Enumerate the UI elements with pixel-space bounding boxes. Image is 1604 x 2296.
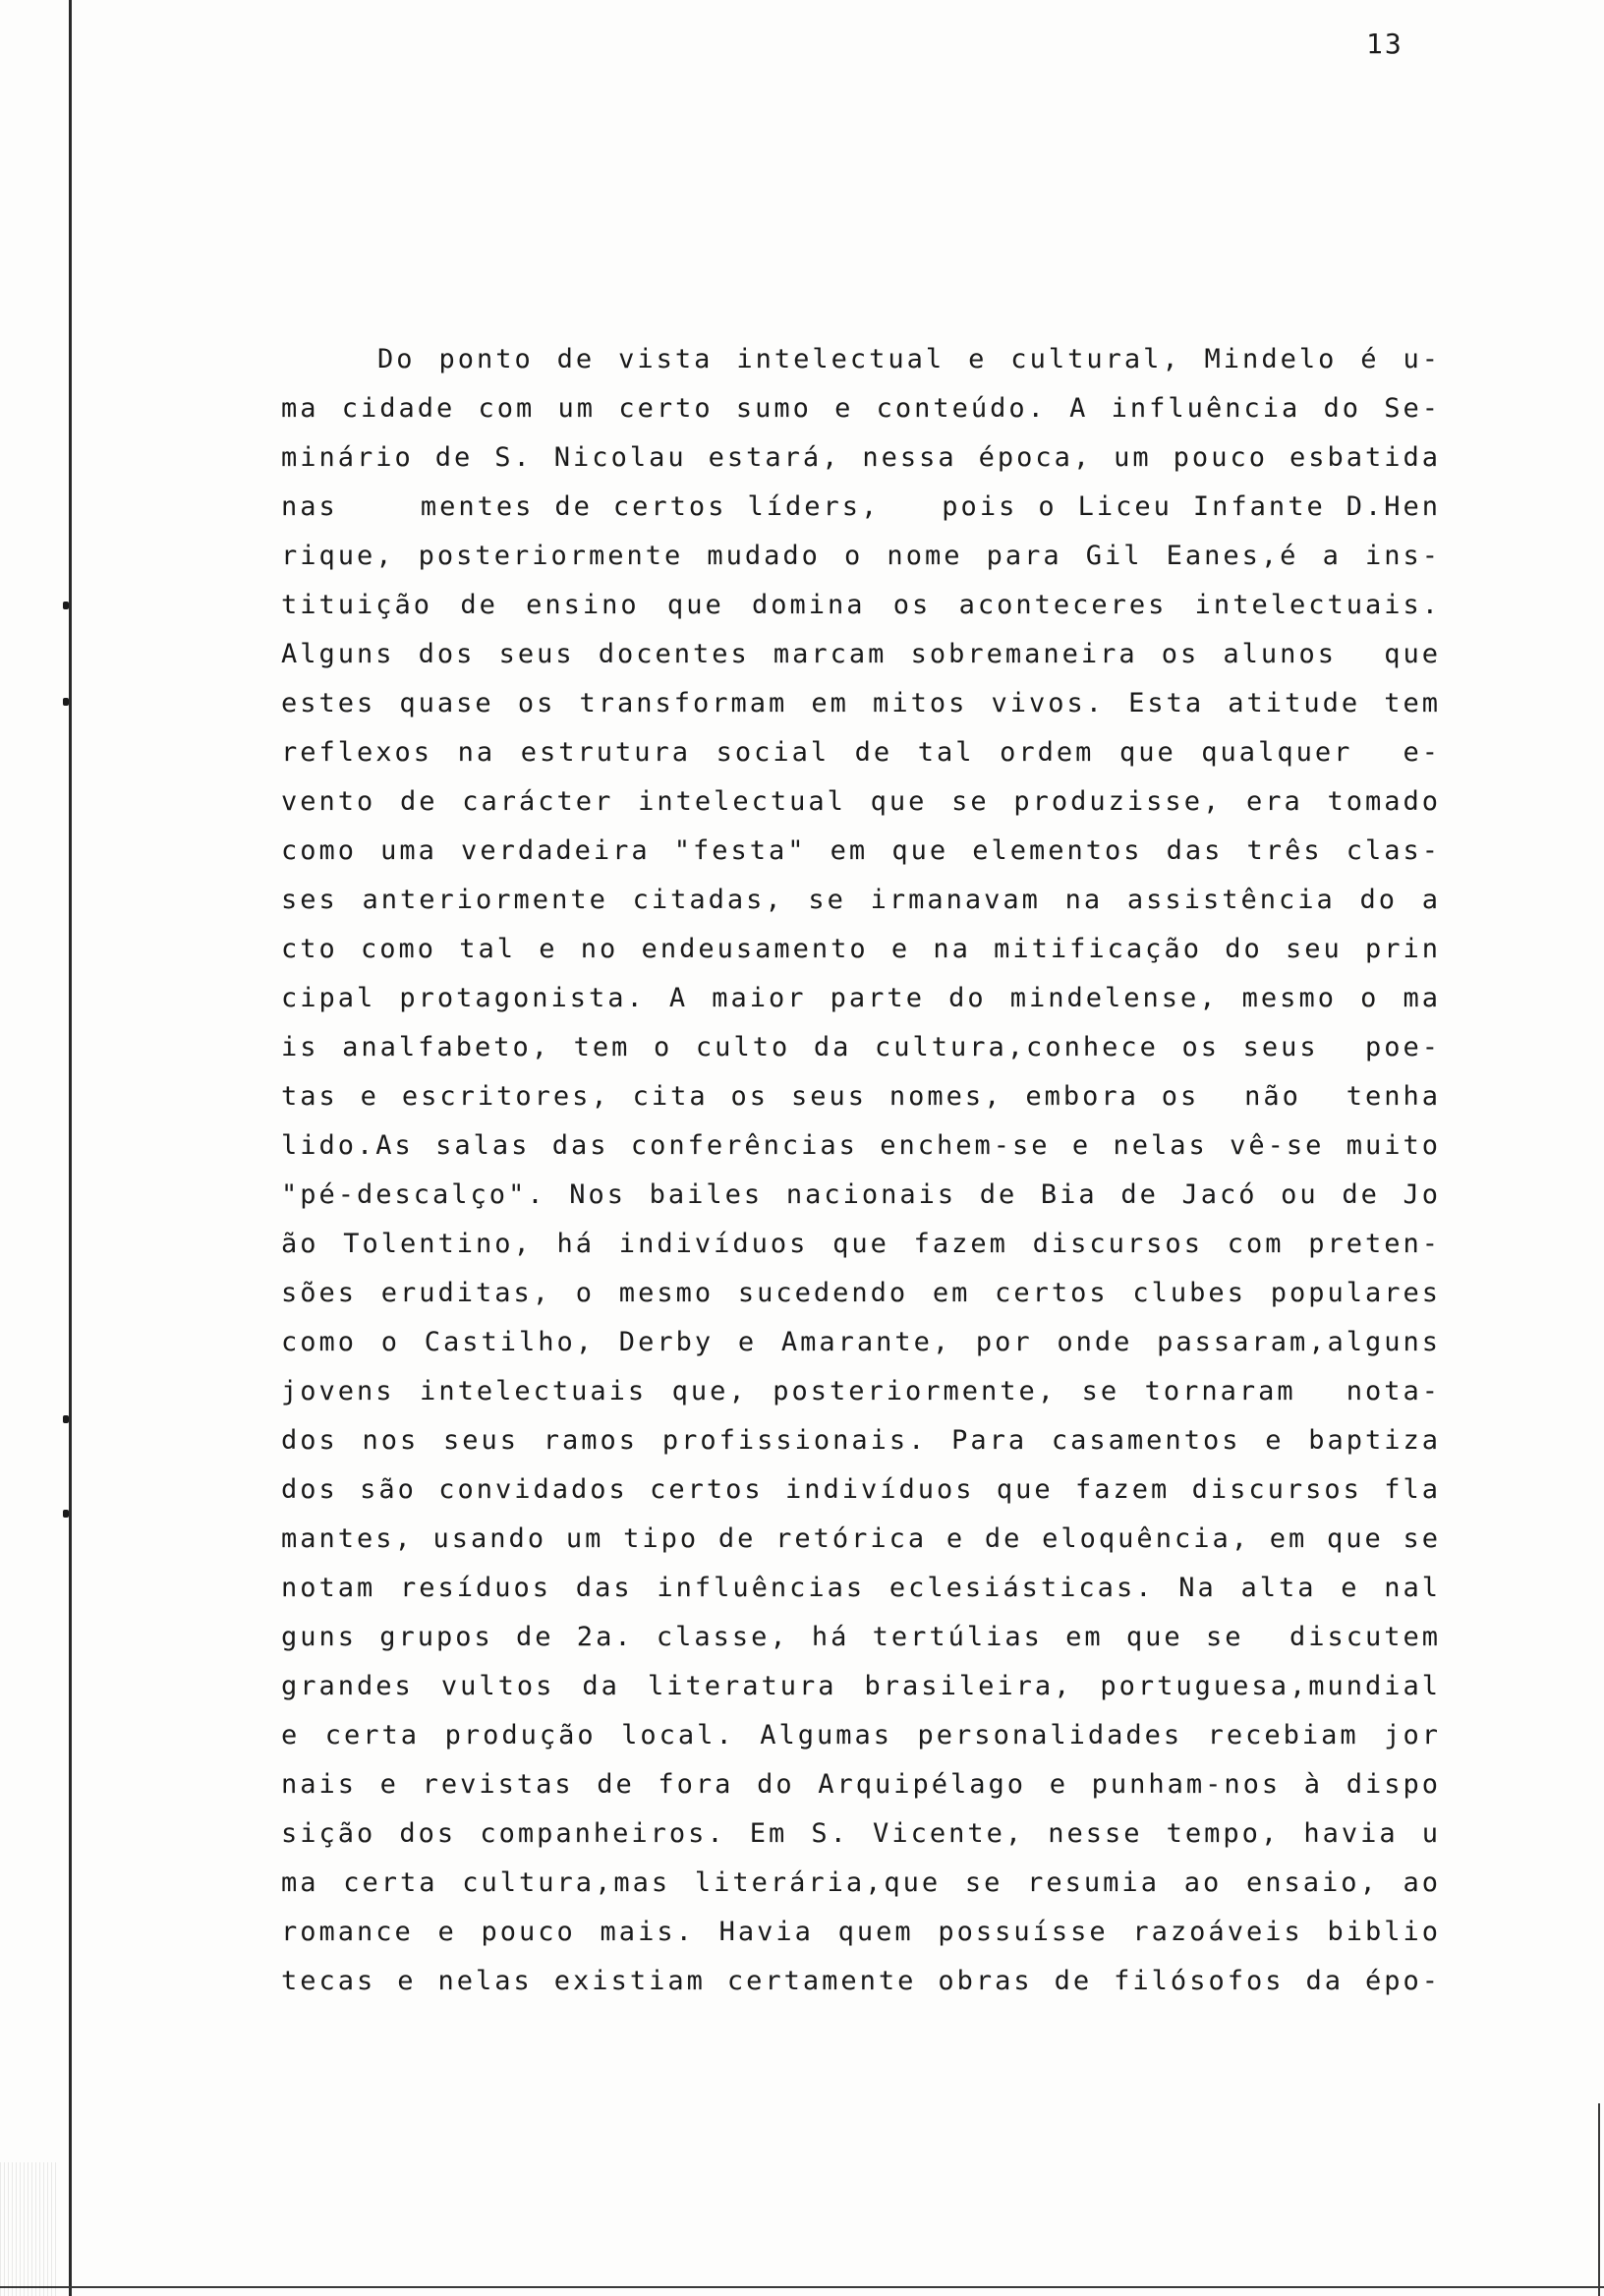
text-line: tas e escritores, cita os seus nomes, embora os não tenha <box>281 1081 1441 1112</box>
binding-hole-mark <box>63 602 69 609</box>
text-line: ma cidade com um certo sumo e conteúdo. A influência do Se- <box>281 393 1441 424</box>
text-line: dos são convidados certos indivíduos que fazem discursos fla <box>281 1474 1441 1505</box>
text-line: sição dos companheiros. Em S. Vicente, nesse tempo, havia u <box>281 1818 1441 1849</box>
text-line: "pé-descalço". Nos bailes nacionais de Bia de Jacó ou de Jo <box>281 1179 1441 1210</box>
text-line: sões eruditas, o mesmo sucedendo em certos clubes populares <box>281 1278 1441 1308</box>
text-line: jovens intelectuais que, posteriormente, se tornaram nota- <box>281 1376 1441 1406</box>
text-line: Do ponto de vista intelectual e cultural, Mindelo é u- <box>377 344 1441 374</box>
text-line: romance e pouco mais. Havia quem possuísse razoáveis biblio <box>281 1917 1441 1947</box>
text-line: vento de carácter intelectual que se produzisse, era tomado <box>281 786 1441 817</box>
text-line: ses anteriormente citadas, se irmanavam na assistência do a <box>281 885 1441 915</box>
bottom-edge-rule <box>0 2286 1604 2288</box>
page-number: 13 <box>1366 28 1404 60</box>
text-line: ma certa cultura,mas literária,que se resumia ao ensaio, ao <box>281 1867 1441 1898</box>
text-line: Alguns dos seus docentes marcam sobremaneira os alunos que <box>281 639 1441 669</box>
text-line: rique, posteriormente mudado o nome para Gil Eanes,é a ins- <box>281 541 1441 571</box>
text-line: como o Castilho, Derby e Amarante, por onde passaram,alguns <box>281 1327 1441 1357</box>
scan-noise <box>0 2162 59 2296</box>
text-line: cipal protagonista. A maior parte do mindelense, mesmo o ma <box>281 983 1441 1013</box>
text-line: e certa produção local. Algumas personalidades recebiam jor <box>281 1720 1441 1751</box>
binding-hole-mark <box>63 698 69 706</box>
text-line: mantes, usando um tipo de retórica e de eloquência, em que se <box>281 1523 1441 1554</box>
text-line: dos nos seus ramos profissionais. Para casamentos e baptiza <box>281 1425 1441 1456</box>
text-line: minário de S. Nicolau estará, nessa época, um pouco esbatida <box>281 442 1441 473</box>
text-line: tecas e nelas existiam certamente obras de filósofos da épo- <box>281 1966 1441 1996</box>
paragraph <box>281 340 1441 2011</box>
binding-hole-mark <box>63 1415 69 1423</box>
text-line: nas mentes de certos líders, pois o Liceu Infante D.Hen <box>281 491 1441 522</box>
text-line: is analfabeto, tem o culto da cultura,conhece os seus poe- <box>281 1032 1441 1062</box>
binding-hole-mark <box>63 1510 69 1518</box>
text-line: reflexos na estrutura social de tal ordem que qualquer e- <box>281 737 1441 768</box>
text-line: cto como tal e no endeusamento e na mitificação do seu prin <box>281 934 1441 964</box>
text-line: estes quase os transformam em mitos vivos. Esta atitude tem <box>281 688 1441 718</box>
right-edge-rule <box>1598 2103 1600 2296</box>
text-line: guns grupos de 2a. classe, há tertúlias em que se discutem <box>281 1622 1441 1652</box>
text-line: tituição de ensino que domina os aconteceres intelectuais. <box>281 590 1441 620</box>
text-line: grandes vultos da literatura brasileira, portuguesa,mundial <box>281 1671 1441 1701</box>
text-line: como uma verdadeira "festa" em que elementos das três clas- <box>281 835 1441 866</box>
text-line: notam resíduos das influências eclesiásticas. Na alta e nal <box>281 1573 1441 1603</box>
text-line: lido.As salas das conferências enchem-se e nelas vê-se muito <box>281 1130 1441 1161</box>
left-margin-rule <box>69 0 72 2296</box>
text-line: nais e revistas de fora do Arquipélago e punham-nos à dispo <box>281 1769 1441 1800</box>
text-line: ão Tolentino, há indivíduos que fazem discursos com preten- <box>281 1229 1441 1259</box>
